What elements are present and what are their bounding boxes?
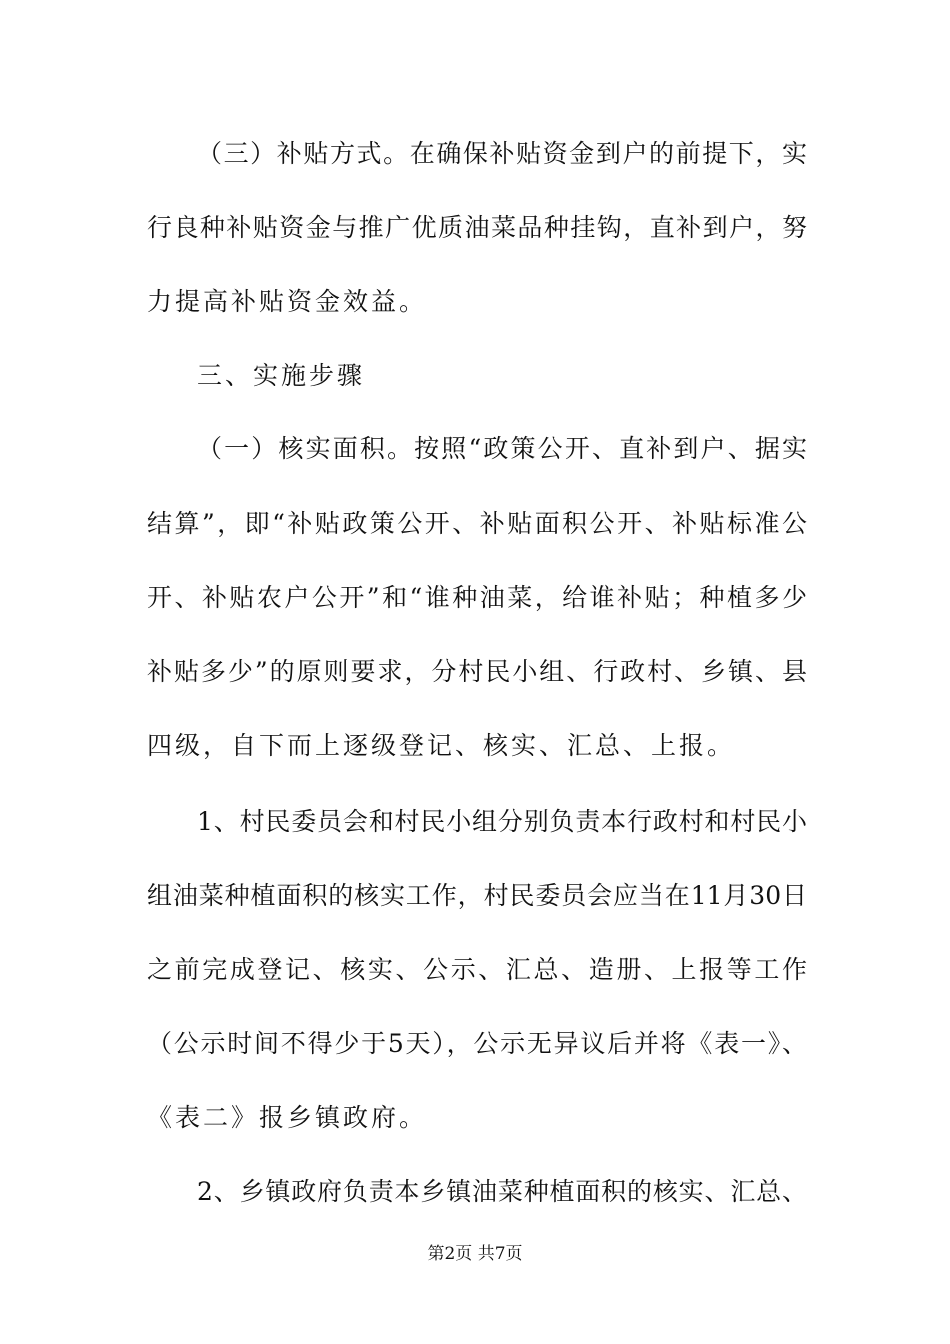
paragraph-line: 《表二》报乡镇政府。 (147, 1103, 428, 1132)
paragraph-line: 四级，自下而上逐级登记、核实、汇总、上报。 (147, 731, 736, 760)
paragraph-line: 之前完成登记、核实、公示、汇总、造册、上报等工作 (147, 955, 807, 984)
paragraph-line: 开、补贴农户公开”和“谁种油菜，给谁补贴；种植多少 (147, 583, 807, 612)
paragraph-line: 1、村民委员会和村民小组分别负责本行政村和村民小 (197, 807, 807, 836)
paragraph-line: 力提高补贴资金效益。 (147, 287, 428, 316)
paragraph-line: 补贴多少”的原则要求，分村民小组、行政村、乡镇、县 (147, 657, 807, 686)
paragraph-line: 组油菜种植面积的核实工作，村民委员会应当在11月30日 (147, 881, 807, 910)
paragraph-line: 结算”，即“补贴政策公开、补贴面积公开、补贴标准公 (147, 509, 807, 538)
page-footer: 第2页 共7页 (427, 1244, 523, 1264)
paragraph-line: （公示时间不得少于5天），公示无异议后并将《表一》、 (147, 1029, 807, 1058)
paragraph-line: （三）补贴方式。在确保补贴资金到户的前提下，实 (197, 139, 807, 168)
paragraph-line: 2、乡镇政府负责本乡镇油菜种植面积的核实、汇总、 (197, 1177, 807, 1206)
paragraph-line: （一）核实面积。按照“政策公开、直补到户、据实 (197, 434, 807, 463)
paragraph-line: 行良种补贴资金与推广优质油菜品种挂钩，直补到户，努 (147, 213, 807, 242)
section-heading: 三、实施步骤 (197, 361, 366, 390)
